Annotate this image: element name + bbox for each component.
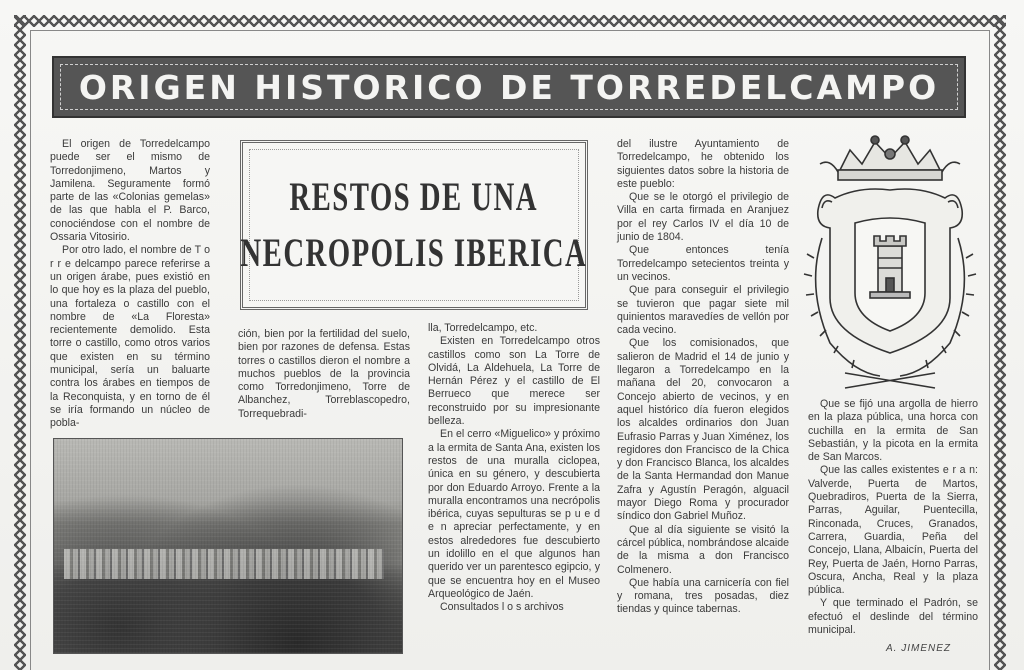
paragraph: Que había una carnicería con fiel y romana, tres posadas, diez tiendas y quince tabernas. <box>617 576 789 616</box>
town-panorama-photo <box>53 438 403 654</box>
zigzag-border-left <box>14 15 26 670</box>
paragraph: El origen de Torredelcampo puede ser el mismo de Torredonjimeno, Martos y Jamilena. Seguramente formó parte de las «Colonias gemelas» de las que habla el P. Barco, conociéndose con el nombre de Ossaria Vitosirio. <box>50 138 210 244</box>
article-column-1 <box>50 138 210 431</box>
photo-grain <box>54 439 402 653</box>
zigzag-border-top <box>14 15 1006 27</box>
paragraph: lla, Torredelcampo, etc. <box>428 322 538 334</box>
subtitle-box-inner <box>240 149 588 301</box>
coat-of-arms-tower-icon <box>800 128 980 393</box>
paragraph: Que las calles existentes e r a n: Valverde, Puerta de Martos, Quebradiros, Puerta de la Sierra, Parras, Aguilar, Puentecilla, Rinconada, Cruces, Granados, Carrera, Guardia, Peña del Concejo, Llana, Albaicín, Puerta del Rey, Puerta de Jaén, Horno Parras, Oscura, Ancha, Real y la plaza pública. <box>808 464 978 597</box>
paragraph: Que al día siguiente se visitó la cárcel pública, nombrándose alcaide de la misma a don Francisco Colmenero. <box>617 523 789 576</box>
subtitle-line-2: NECROPOLIS IBERICA <box>240 230 588 275</box>
paragraph: Que para conseguir el privilegio se tuvieron que pagar siete mil quinientos maravedíes de vellón por cada vecino. <box>617 284 789 337</box>
paragraph: Que se le otorgó el privilegio de Villa en carta firmada en Aranjuez por el rey Carlos IV el día 10 de junio de 1804. <box>617 191 789 244</box>
author-signature: A. JIMENEZ <box>886 643 952 654</box>
article-column-2 <box>238 328 410 421</box>
subtitle-line-1: RESTOS DE UNA <box>289 174 539 219</box>
headline: ORIGEN HISTORICO DE TORREDELCAMPO <box>78 67 940 107</box>
paragraph: ción, bien por la fertilidad del suelo, bien por razones de defensa. Estas torres o castillos dieron el nombre a muchos pueblos de la provincia como Torredonjimeno, Torre de Albanchez, Torreblascopedro, Torrequebradi- <box>238 328 410 420</box>
paragraph: Que entonces tenía Torredelcampo setecientos treinta y un vecinos. <box>617 244 789 283</box>
paragraph: Que se fijó una argolla de hierro en la plaza pública, una horca con cuchilla en la ermita de San Sebastián, y la picota en la ermita de San Marcos. <box>808 398 978 464</box>
paragraph: En el cerro «Miguelico» y próximo a la ermita de Santa Ana, existen los restos de una muralla ciclopea, única en su género, y descubierta por don Eduardo Arroyo. Frente a la muralla encontramos una necrópolis ibérica, cuyas sepulturas se p u e d e n apreciar perfectamente, y en estos alrededores fue descubierto un idolillo en el que algunos han querido ver un parentesco egipcio, y que se encuentra hoy en el Museo Arqueológico de Jaén. <box>428 428 600 600</box>
article-column-5 <box>808 398 978 637</box>
headline-banner <box>52 56 966 118</box>
paragraph: Consultados l o s archivos <box>440 601 564 614</box>
headline-banner-inner <box>60 64 958 110</box>
zigzag-border-right <box>994 15 1006 670</box>
paragraph: Existen en Torredelcampo otros castillos como son La Torre de Olvidá, La Aldehuela, La Torre de Hernán Pérez y el castillo de El Berrueco que merece ser reconstruido por su impresionante belleza. <box>428 335 600 428</box>
paragraph: Y que terminado el Padrón, se efectuó el deslinde del término municipal. <box>808 597 978 637</box>
article-column-4 <box>617 138 789 617</box>
paragraph: Por otro lado, el nombre de T o r r e delcampo parece referirse a un origen árabe, pues existió en lo que hoy es la plaza del pueblo, una fortaleza o castillo con el nombre de «La Floresta» recientemente demolido. Esta torre o castillo, como otros varios que existen en su término municipal, sería un baluarte contra los árabes en tiempos de la Reconquista, y en torno de él se iría formando un núcleo de pobla- <box>50 244 210 430</box>
article-column-3 <box>428 322 600 615</box>
paragraph: Que los comisionados, que salieron de Madrid el 14 de junio y llegaron a Torredelcampo en la mañana del 20, convocaron a Concejo abierto de vecinos, y en aquel histórico día fueron elegidos los alcaldes ordinarios don Juan Eufrasio Parras y Juan Ximénez, los regidores don Francisco de la Chica y don Francisco Blanca, los alcaldes de la Santa Hermandad don Manue Zafra y Agustín Peragón, alguacil mayor Diego Roma y procurador síndico don Gabriel Muñoz. <box>617 337 789 523</box>
subtitle-box <box>240 140 588 310</box>
paragraph: del ilustre Ayuntamiento de Torredelcampo, he obtenido los siguientes datos sobre la historia de este pueblo: <box>617 138 789 190</box>
